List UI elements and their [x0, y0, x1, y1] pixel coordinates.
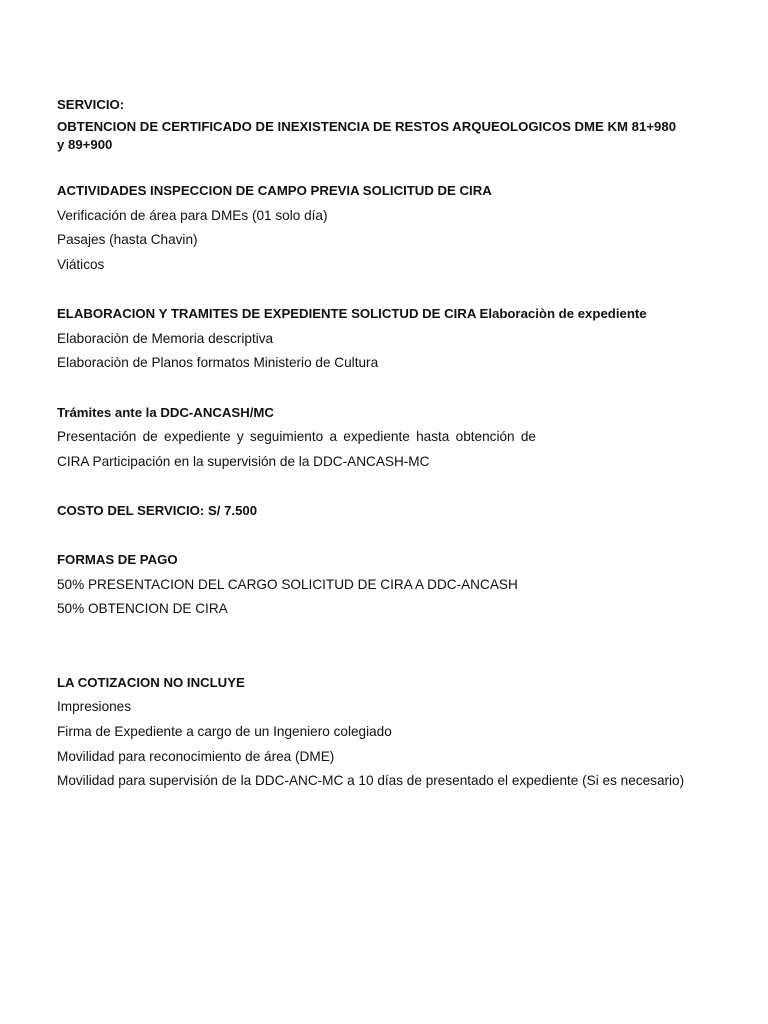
servicio-label: SERVICIO: — [57, 97, 125, 112]
actividades-item: Pasajes (hasta Chavin) — [57, 232, 198, 248]
servicio-title: OBTENCION DE CERTIFICADO DE INEXISTENCIA DE RESTOS ARQUEOLOGICOS DME KM 81+980 y 89+900 — [57, 118, 677, 153]
document-page — [57, 93, 737, 794]
tramites-line: Presentación de expediente y seguimiento a expediente hasta obtención de — [57, 429, 536, 445]
formas-pago-item: 50% PRESENTACION DEL CARGO SOLICITUD DE CIRA A DDC-ANCASH — [57, 576, 518, 592]
no-incluye-item: Movilidad para supervisión de la DDC-ANC-MC a 10 días de presentado el expediente (Si es necesario) — [57, 773, 685, 789]
costo-text: COSTO DEL SERVICIO: S/ 7.500 — [57, 502, 258, 518]
tramites-heading: Trámites ante la DDC-ANCASH/MC — [57, 404, 274, 420]
actividades-item: Viáticos — [57, 256, 105, 272]
no-incluye-item: Movilidad para reconocimiento de área (DME) — [57, 748, 335, 764]
formas-pago-section — [57, 548, 737, 622]
elaboracion-item: Elaboraciòn de Planos formatos Ministerio de Cultura — [57, 355, 379, 371]
no-incluye-section — [57, 671, 737, 794]
actividades-section — [57, 179, 737, 277]
servicio-section — [57, 93, 737, 155]
tramites-section — [57, 401, 737, 475]
tramites-line: CIRA Participación en la supervisión de la DDC-ANCASH-MC — [57, 453, 430, 469]
no-incluye-heading: LA COTIZACION NO INCLUYE — [57, 674, 245, 690]
no-incluye-item: Firma de Expediente a cargo de un Ingeniero colegiado — [57, 724, 392, 740]
elaboracion-section — [57, 302, 737, 376]
elaboracion-heading: ELABORACION Y TRAMITES DE EXPEDIENTE SOLICTUD DE CIRA Elaboraciòn de expediente — [57, 306, 647, 322]
actividades-item: Verificación de área para DMEs (01 solo día) — [57, 207, 328, 223]
formas-pago-heading: FORMAS DE PAGO — [57, 552, 178, 568]
actividades-heading: ACTIVIDADES INSPECCION DE CAMPO PREVIA SOLICITUD DE CIRA — [57, 183, 492, 199]
no-incluye-item: Impresiones — [57, 699, 132, 715]
elaboracion-item: Elaboraciòn de Memoria descriptiva — [57, 330, 274, 346]
costo-section — [57, 499, 737, 524]
formas-pago-item: 50% OBTENCION DE CIRA — [57, 601, 228, 617]
